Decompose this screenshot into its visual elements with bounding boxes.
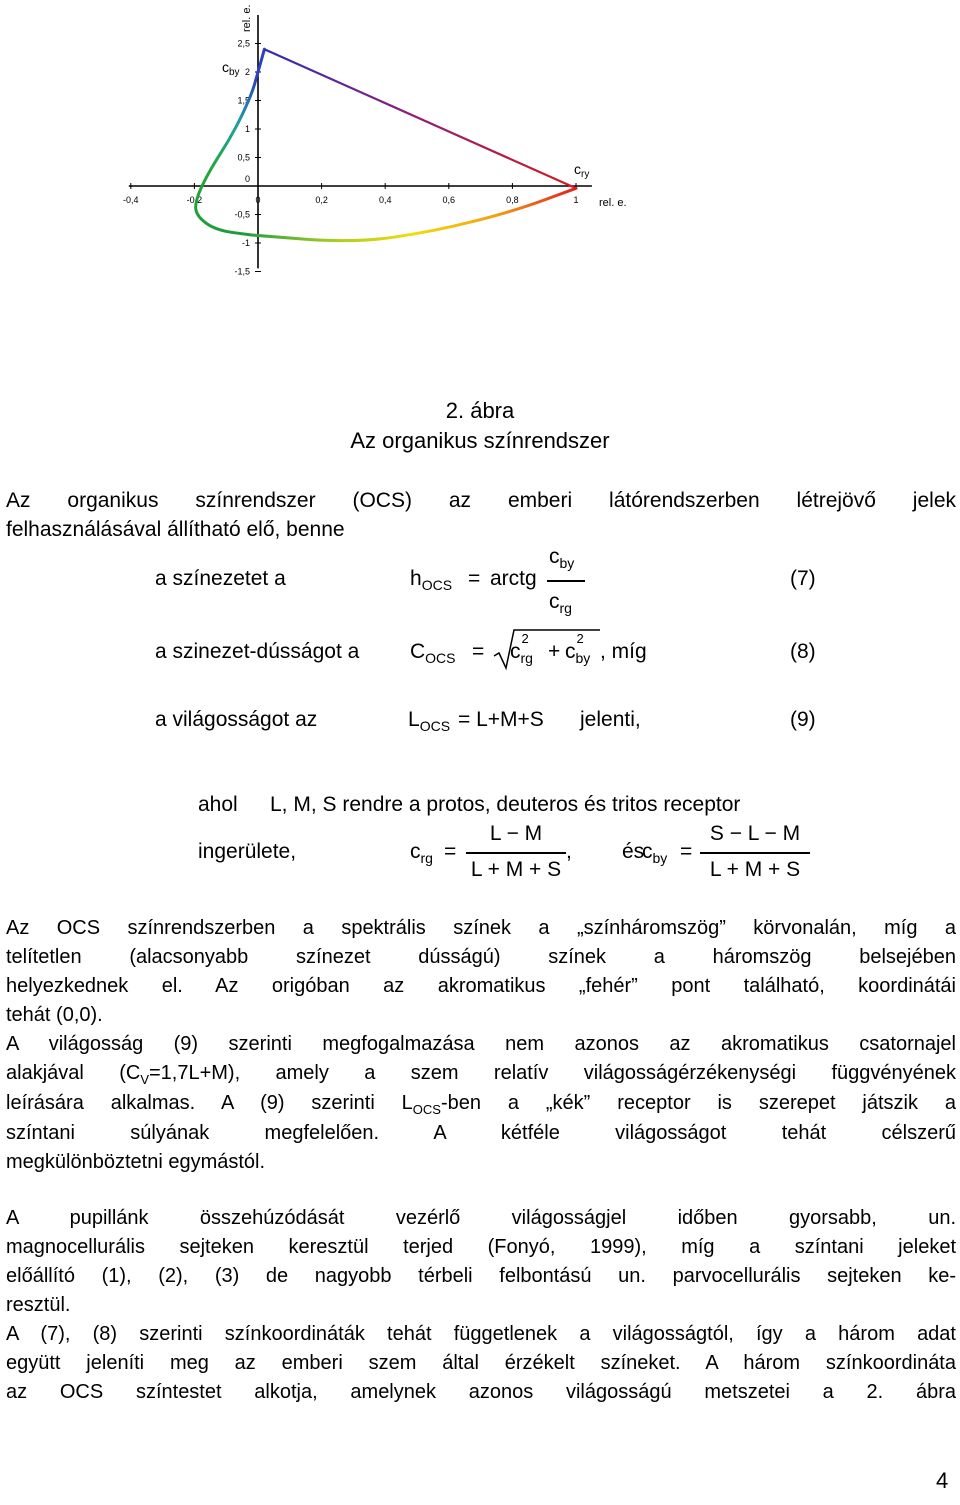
- where-text: L, M, S rendre a protos, deuteros és tritos receptor: [270, 793, 741, 816]
- eq8-number: (8): [790, 640, 816, 663]
- figure-title: Az organikus színrendszer: [350, 428, 610, 453]
- paragraph-coordinates: [6, 1320, 956, 1407]
- yellow-red-segment: [252, 188, 579, 240]
- chromaticity-triangle: [196, 49, 579, 240]
- text-line: magnocellurális sejteken keresztül terjed (Fonyó, 1999), míg a színtani jeleket: [6, 1236, 956, 1258]
- text-line: tehát (0,0).: [6, 1004, 103, 1026]
- eq8-equals: =: [472, 640, 485, 663]
- text-line: alakjával $(C_V=1,7L+M)$, amely a szem relatív világosságérzékenységi függvényének: [6, 1062, 957, 1087]
- y-axis-label: $c_{by}$: [222, 59, 240, 78]
- x-tick-label: -0,2: [186, 195, 203, 205]
- eq9-label: a világosságot az: [155, 708, 318, 731]
- and-word: és: [622, 840, 645, 863]
- figure-number: 2. ábra: [445, 398, 515, 423]
- x-tick-label: 0,2: [315, 195, 328, 205]
- y-tick-label: 2,5: [237, 38, 250, 49]
- x-tick-label: 0,6: [442, 195, 456, 205]
- crg-denominator: L + M + S: [470, 858, 562, 881]
- purple-line: [264, 49, 576, 188]
- eq7-fraction-bar: [547, 580, 585, 582]
- x-tick-label: 0,4: [378, 195, 392, 205]
- intro-line: Az organikus színrendszer (OCS) az emberi látórendszerben létrejövő jelek: [6, 489, 956, 512]
- y-tick-label: 2: [244, 67, 250, 77]
- y-tick-label: -1,5: [234, 266, 250, 277]
- y-tick-label: 0: [244, 174, 250, 184]
- text-line: leírására alkalmas. A (9) szerinti $L_{OCS}$-ben a „kék” receptor is szerepet játszik a: [6, 1092, 957, 1117]
- page-number: 4: [936, 1468, 949, 1493]
- x-tick-label: 0,8: [506, 195, 519, 205]
- eq9-tail: jelenti,: [580, 708, 641, 731]
- eq7-lhs: $h_{OCS}$: [410, 567, 453, 593]
- axes: [129, 15, 592, 272]
- y-tick-label: 0,5: [237, 152, 250, 163]
- text-line: együtt jeleníti meg az emberi szem által érzékelt színeket. A három színkoordináta: [6, 1352, 956, 1374]
- text-line: helyezkednek el. Az origóban az akromatikus „fehér” pont található, koordinátái: [6, 975, 956, 997]
- y-tick-label: 1: [244, 124, 250, 134]
- x-axis-label-sub: ry: [581, 169, 590, 180]
- x-tick-label: 1: [573, 195, 579, 205]
- eq7-number: (7): [790, 567, 816, 590]
- x-tick-label: 0: [255, 195, 261, 205]
- axis-labels: [222, 4, 627, 209]
- eq8-plus: +: [548, 640, 561, 663]
- text-line: A (7), (8) szerinti színkoordináták tehát függetlenek a világosságtól, így a három adat: [6, 1323, 956, 1345]
- eq8-lhs: $C_{OCS}$: [410, 640, 456, 666]
- text-line: A pupillánk összehúzódását vezérlő világosságjel időben gyorsabb, un.: [6, 1207, 956, 1229]
- crg-comma: ,: [566, 840, 572, 863]
- y-tick-label: -0,5: [234, 209, 250, 220]
- paragraph-brightness: [6, 1030, 956, 1177]
- where-word: ahol: [198, 793, 238, 816]
- y-axis-label-sub: by: [229, 67, 240, 78]
- eq7-equals: =: [468, 567, 481, 590]
- cby-fraction-bar: [700, 852, 810, 854]
- eq7-label: a színezetet a: [155, 567, 286, 590]
- intro-paragraph: [6, 486, 956, 544]
- y-axis-unit: rel. e.: [241, 4, 253, 32]
- crg-numerator: L − M: [489, 822, 543, 845]
- text-line: A világosság (9) szerinti megfogalmazása nem azonos az akromatikus csatornajel: [6, 1033, 956, 1055]
- cby-numerator: S − L − M: [709, 822, 801, 845]
- eq8-label: a szinezet-dússágot a: [155, 640, 360, 663]
- text-line: az OCS színtestet alkotja, amelynek azonos világosságú metszetei a 2. ábra: [6, 1381, 956, 1403]
- eq7-denominator: $c_{rg}$: [549, 590, 572, 616]
- y-tick-label: -1: [241, 238, 250, 248]
- eq8-tail: , míg: [600, 640, 647, 663]
- crg-equals: =: [444, 840, 457, 863]
- text-line: telítetlen (alacsonyabb színezet dússágú) színek a háromszög belsejében: [6, 946, 956, 968]
- paragraph-pupil: [6, 1204, 956, 1320]
- paragraph-spectral: [6, 914, 956, 1030]
- eq9-rhs: = L+M+S: [458, 708, 544, 731]
- text-line: színtani súlyának megfelelően. A kétféle világosságot tehát célszerű: [6, 1122, 956, 1144]
- cby-denominator: L + M + S: [709, 858, 801, 881]
- eq8-term2: c 2 $_{by}$: [565, 631, 591, 666]
- eq9-number: (9): [790, 708, 816, 731]
- text-line: megkülönböztetni egymástól.: [6, 1151, 266, 1173]
- y-tick-label: 1,5: [237, 95, 250, 106]
- intro-line: felhasználásával állítható elő, benne: [6, 518, 345, 541]
- text-line: előállító (1), (2), (3) de nagyobb térbeli felbontású un. parvocellurális sejteken ke-: [6, 1265, 956, 1287]
- text-line: resztül.: [6, 1294, 71, 1316]
- cby-equals: =: [680, 840, 693, 863]
- x-axis-label: $c_{ry}$: [574, 161, 590, 180]
- crg-lhs: $c_{rg}$: [410, 840, 433, 866]
- eq9-lhs: $L_{OCS}$: [408, 708, 451, 734]
- crg-fraction-bar: [466, 852, 566, 854]
- ocs-chromaticity-chart: [0, 0, 960, 290]
- where-cont: ingerülete,: [198, 840, 297, 863]
- x-tick-label: -0,4: [123, 195, 139, 205]
- x-axis-unit: rel. e.: [599, 197, 627, 209]
- eq7-func: arctg: [490, 567, 537, 590]
- cby-lhs: $c_{by}$: [642, 840, 668, 866]
- text-line: Az OCS színrendszerben a spektrális színek a „színháromszög” körvonalán, míg a: [6, 917, 956, 939]
- eq7-numerator: $c_{by}$: [549, 545, 575, 571]
- eq8-term1: c 2 $_{rg}$: [510, 631, 533, 666]
